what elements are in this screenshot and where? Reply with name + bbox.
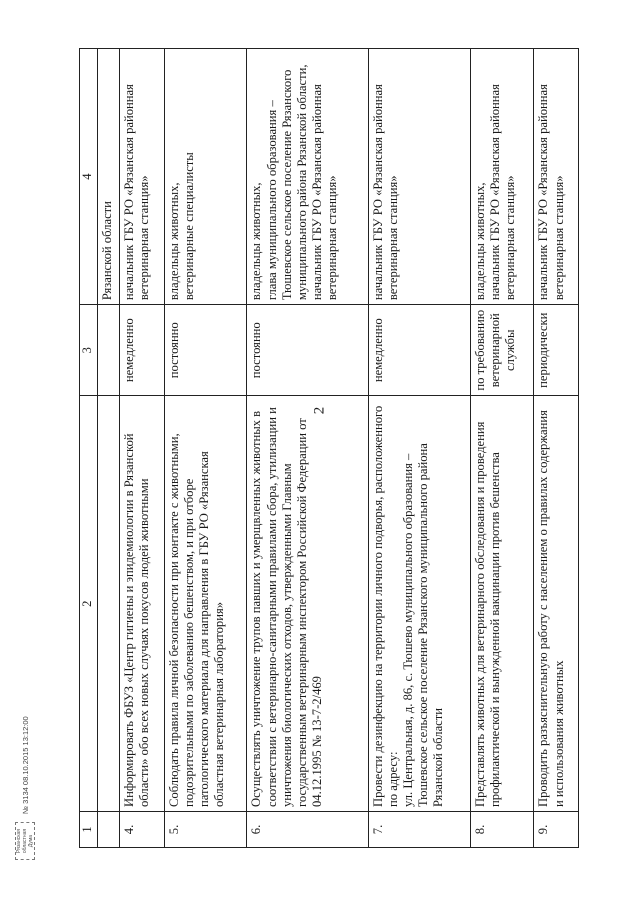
- row-responsible: начальник ГБУ РО «Рязанская районная ветеринарная станция»: [368, 49, 470, 305]
- rotated-table-container: [79, 48, 579, 848]
- table-cell: [98, 811, 120, 847]
- row-action: Осуществлять уничтожение трупов павших и умерщвленных животных в соответствии с ветеринарно-санитарными правилами сбора, утилизации и уничтожения биологических отходов, утвержденными Главным государственным ветеринарным инспектором Российской Федерации от 04.12.1995 № 13-7-2/469: [247, 396, 368, 812]
- row-action: Соблюдать правила личной безопасности при контакте с животными, подозрительными по заболеванию бешенством, и при отборе патологического материала для направления в ГБУ РО «Рязанская областная ветеринарная лаборатория»: [164, 396, 247, 812]
- row-responsible: владельцы животных, ветеринарные специалисты: [164, 49, 247, 305]
- header-cell-3: 3: [80, 305, 98, 396]
- row-term: периодически: [534, 305, 579, 396]
- row-number: 8.: [470, 811, 534, 847]
- continuation-cell: Рязанской области: [98, 49, 120, 305]
- header-cell-2: 2: [80, 396, 98, 812]
- row-number: 5.: [164, 811, 247, 847]
- table-cell: [98, 305, 120, 396]
- row-action: Проводить разъяснительную работу с населением о правилах содержания и использования животных: [534, 396, 579, 812]
- table-row: [120, 49, 165, 848]
- row-number: 4.: [120, 811, 165, 847]
- page-number: 2: [311, 406, 328, 415]
- header-cell-4: 4: [80, 49, 98, 305]
- row-term: постоянно: [247, 305, 368, 396]
- table-header-row: [80, 49, 98, 848]
- table-row: [247, 49, 368, 848]
- table-row: [368, 49, 470, 848]
- continuation-row: [98, 49, 120, 848]
- row-responsible: начальник ГБУ РО «Рязанская районная ветеринарная станция»: [120, 49, 165, 305]
- table-row: [534, 49, 579, 848]
- row-term: по требованию ветеринарной службы: [470, 305, 534, 396]
- table-row: [470, 49, 534, 848]
- document-reference: № 3134 08.10.2015 13:12:00: [20, 716, 30, 814]
- row-number: 9.: [534, 811, 579, 847]
- row-term: немедленно: [368, 305, 470, 396]
- row-responsible: владельцы животных, глава муниципального образования – Тюшевское сельское поселение Рязанского муниципального района Рязанской области, начальник ГБУ РО «Рязанская районная ветеринарная станция»: [247, 49, 368, 305]
- row-action: Информировать ФБУЗ «Центр гигиены и эпидемиологии в Рязанской области» обо всех новых случаях покусов людей животными: [120, 396, 165, 812]
- row-action: Представлять животных для ветеринарного обследования и проведения профилактической и вынужденной вакцинации против бешенства: [470, 396, 534, 812]
- document-footer: [15, 560, 45, 860]
- row-number: 6.: [247, 811, 368, 847]
- row-number: 7.: [368, 811, 470, 847]
- row-term: немедленно: [120, 305, 165, 396]
- registration-stamp: Рязанская областная Дума: [15, 822, 35, 860]
- table-wrapper: [79, 48, 579, 848]
- row-responsible: владельцы животных, начальник ГБУ РО «Рязанская районная ветеринарная станция»: [470, 49, 534, 305]
- row-term: постоянно: [164, 305, 247, 396]
- table-row: [164, 49, 247, 848]
- table-cell: [98, 396, 120, 812]
- header-cell-1: 1: [80, 811, 98, 847]
- row-action: Провести дезинфекцию на территории личного подворья, расположенного по адресу: ул. Центральная, д. 86, с. Тюшево муниципального образования – Тюшевское сельское поселение Рязанского муниципального района Рязанской области: [368, 396, 470, 812]
- measures-table: [79, 48, 579, 848]
- row-responsible: начальник ГБУ РО «Рязанская районная ветеринарная станция»: [534, 49, 579, 305]
